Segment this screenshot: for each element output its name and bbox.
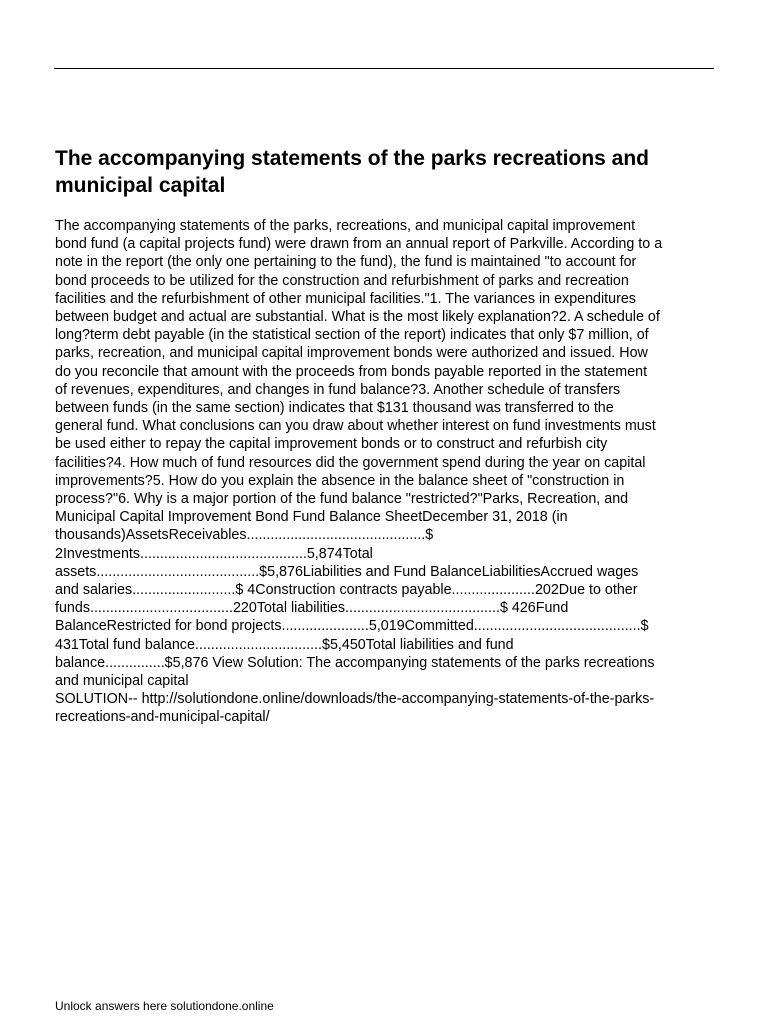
solution-link-line[interactable]: recreations-and-municipal-capital/ [55,709,270,726]
body-line: facilities and the refurbishment of other municipal facilities."1. The variances in expenditures [55,290,636,307]
body-line: The accompanying statements of the parks, recreations, and municipal capital improvement [55,218,636,234]
document-title-line-1: The accompanying statements of the parks recreations and [55,147,650,170]
solution-link-line[interactable]: SOLUTION-- http://solutiondone.online/downloads/the-accompanying-statements-of-the-parks- [55,691,655,708]
body-line: and municipal capital [55,673,189,690]
body-line: be used either to repay the capital improvement bonds or to construct and refurbish city [55,436,608,453]
body-line: assets.........................................$5,876Liabilities and Fund BalanceLiabilitiesAccrued wages [55,563,639,580]
body-line: bond proceeds to be utilized for the construction and refurbishment of parks and recreation [55,272,629,289]
body-line: thousands)AssetsReceivables.............................................$ [55,527,434,544]
body-line: 2Investments..........................................5,874Total [55,545,373,562]
document-title [55,145,725,199]
footer-unlock-text: Unlock answers here solutiondone.online [55,999,274,1013]
body-line: between budget and actual are substantial. What is the most likely explanation?2. A schedule of [55,309,660,326]
body-line: BalanceRestricted for bond projects......................5,019Committed..........................................$ [55,618,649,635]
top-divider-rule [54,68,714,69]
body-line: improvements?5. How do you explain the absence in the balance sheet of "construction in [55,472,625,489]
body-line: 431Total fund balance................................$5,450Total liabilities and fund [55,636,514,653]
body-line: do you reconcile that amount with the proceeds from bonds payable reported in the statement [55,363,648,380]
body-line: note in the report (the only one pertaining to the fund), the fund is maintained "to account for [55,254,637,271]
body-line: general fund. What conclusions can you draw about whether interest on fund investments must [55,418,656,435]
body-line: funds....................................220Total liabilities.......................................$ 426Fund [55,600,569,617]
body-line: balance...............$5,876 View Solution: The accompanying statements of the parks recreations [55,654,655,671]
body-line: process?"6. Why is a major portion of the fund balance "restricted?"Parks, Recreation, and [55,491,629,508]
body-line: bond fund (a capital projects fund) were drawn from an annual report of Parkville. According to a [55,236,663,253]
body-line: Municipal Capital Improvement Bond Fund Balance SheetDecember 31, 2018 (in [55,509,568,526]
body-line: of revenues, expenditures, and changes in fund balance?3. Another schedule of transfers [55,381,621,398]
body-line: long?term debt payable (in the statistical section of the report) indicates that only $7 million, of [55,327,649,344]
document-title-line-2: municipal capital [55,174,226,197]
body-line: and salaries..........................$ 4Construction contracts payable.....................202Due to other [55,582,638,599]
body-line: facilities?4. How much of fund resources did the government spend during the year on capital [55,454,646,471]
body-line: between funds (in the same section) indicates that $131 thousand was transferred to the [55,400,614,417]
document-body-text [55,217,715,727]
body-line: parks, recreation, and municipal capital improvement bonds were authorized and issued. How [55,345,648,362]
